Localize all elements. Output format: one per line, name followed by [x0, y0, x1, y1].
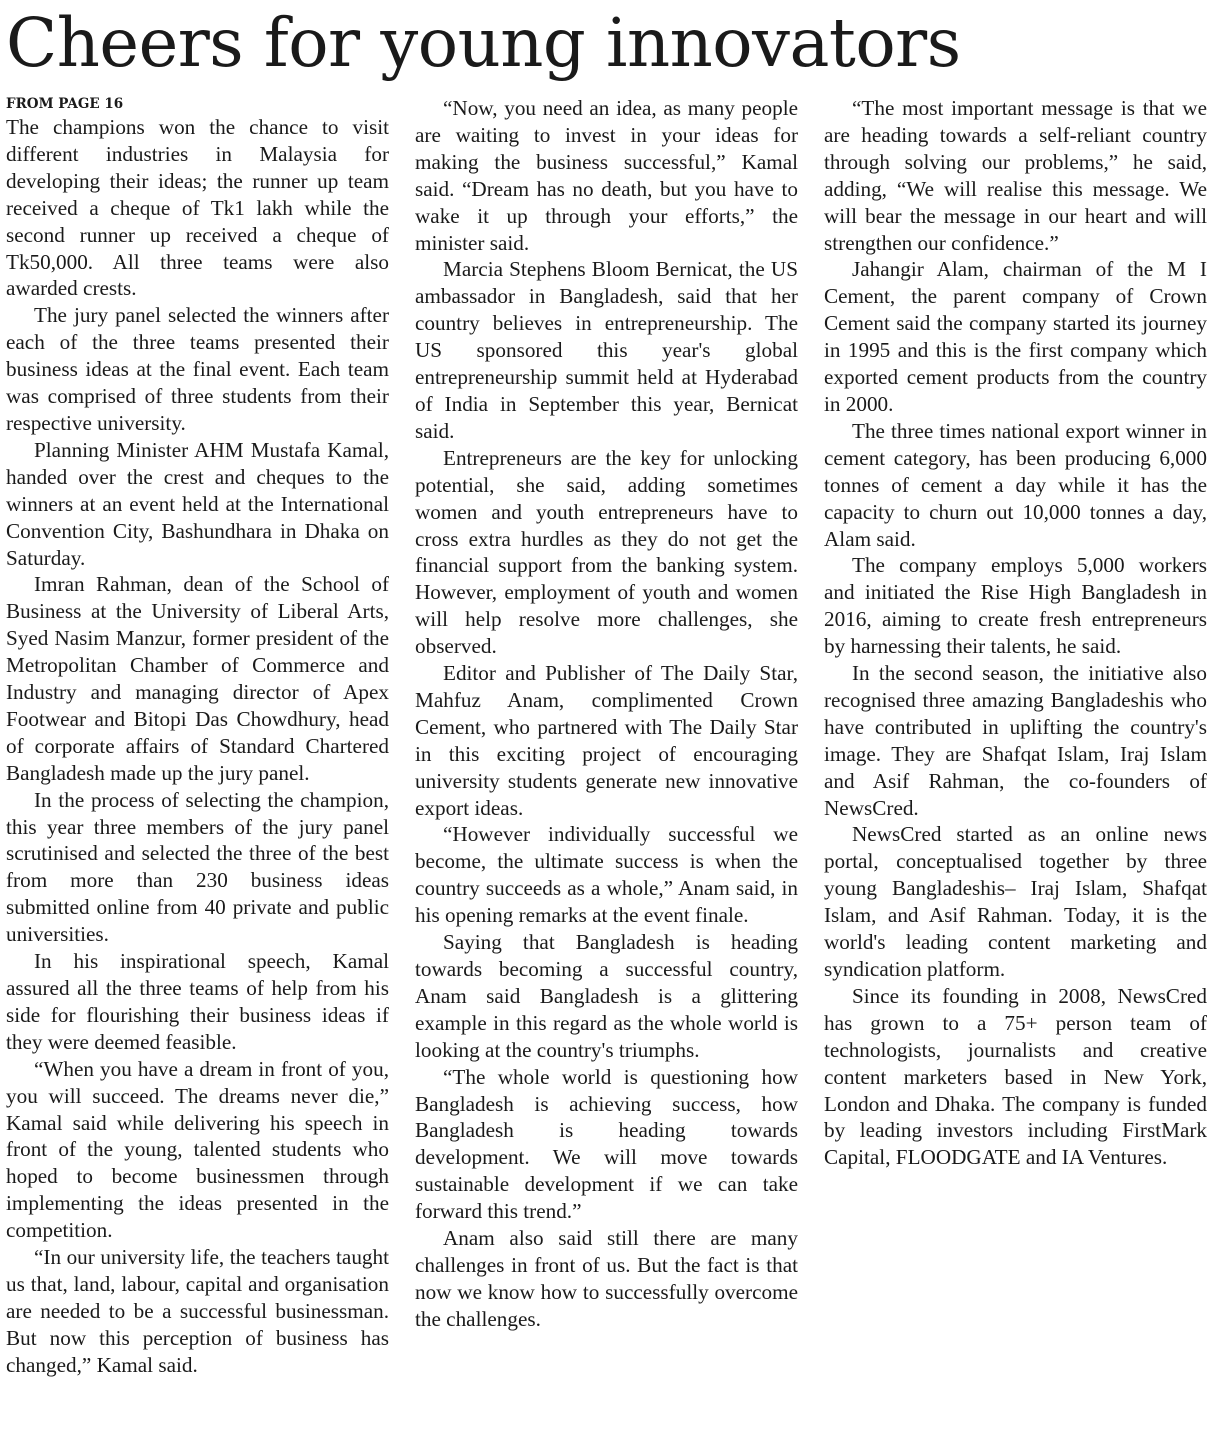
article-paragraph: Imran Rahman, dean of the School of Business at the University of Liberal Arts, Syed Nasim Manzur, former president of the Metropolitan Chamber of Commerce and Industry and managing director of Apex Footwear and Bitopi Das Chowdhury, head of corporate affairs of Standard Chartered Bangladesh made up the jury panel.	[6, 572, 389, 785]
article-paragraph: The company employs 5,000 workers and initiated the Rise High Bangladesh in 2016, aiming to create fresh entrepreneurs by harnessing their talents, he said.	[824, 553, 1207, 659]
article-paragraph: Entrepreneurs are the key for unlocking potential, she said, adding sometimes women and youth entrepreneurs have to cross extra hurdles as they do not get the financial support from the banking system. However, employment of youth and women will help resolve more challenges, she observed.	[415, 445, 798, 659]
column-2	[415, 95, 798, 1425]
article-paragraph: The three times national export winner in cement category, has been producing 6,000 tonnes of cement a day while it has the capacity to churn out 10,000 tonnes a day, Alam said.	[824, 418, 1207, 551]
article-paragraph: Marcia Stephens Bloom Bernicat, the US ambassador in Bangladesh, said that her country believes in entrepreneurship. The US sponsored this year's global entrepreneurship summit held at Hyderabad of India in September this year, Bernicat said.	[415, 257, 798, 443]
column-1	[6, 95, 389, 1425]
jump-line: FROM PAGE 16	[6, 96, 124, 112]
article-paragraph: Since its founding in 2008, NewsCred has grown to a 75+ person team of technologists, journalists and creative content marketers based in New York, London and Dhaka. The company is funded by leading investors including FirstMark Capital, FLOODGATE and IA Ventures.	[824, 983, 1207, 1170]
article-paragraph: NewsCred started as an online news portal, conceptualised together by three young Bangladeshis– Iraj Islam, Shafqat Islam, and Asif Rahman. Today, it is the world's leading content marketing and syndication platform.	[824, 822, 1207, 981]
article-paragraph: Anam also said still there are many challenges in front of us. But the fact is that now we know how to successfully overcome the challenges.	[415, 1226, 798, 1331]
article-paragraph: The jury panel selected the winners after each of the three teams presented their business ideas at the final event. Each team was comprised of three students from their respective university.	[6, 303, 389, 435]
article-paragraph: In his inspirational speech, Kamal assured all the three teams of help from his side for flourishing their business ideas if they were deemed feasible.	[6, 949, 389, 1054]
article-paragraph: “The whole world is questioning how Bangladesh is achieving success, how Bangladesh is heading towards development. We will move towards sustainable development if we can take forward this trend.”	[415, 1064, 798, 1224]
article-paragraph: “In our university life, the teachers taught us that, land, labour, capital and organisation are needed to be a successful businessman. But now this perception of business has changed,” Kamal said.	[6, 1245, 389, 1377]
article-paragraph: Jahangir Alam, chairman of the M I Cement, the parent company of Crown Cement said the company started its journey in 1995 and this is the first company which exported cement products from the country in 2000.	[824, 257, 1207, 416]
article-paragraph: Planning Minister AHM Mustafa Kamal, handed over the crest and cheques to the winners at an event held at the International Convention City, Bashundhara in Dhaka on Saturday.	[6, 437, 389, 570]
article-paragraph: Saying that Bangladesh is heading towards becoming a successful country, Anam said Bangladesh is a glittering example in this regard as the whole world is looking at the country's triumphs.	[415, 930, 798, 1062]
article-paragraph: “The most important message is that we are heading towards a self-reliant country through solving our problems,” he said, adding, “We will realise this message. We will bear the message in our heart and will strengthen our confidence.”	[824, 96, 1207, 255]
article-paragraph: In the process of selecting the champion, this year three members of the jury panel scrutinised and selected the three of the best from more than 230 business ideas submitted online from 40 private and public universities.	[6, 787, 389, 947]
article-paragraph: Editor and Publisher of The Daily Star, Mahfuz Anam, complimented Crown Cement, who partnered with The Daily Star in this exciting project of encouraging university students generate new innovative export ideas.	[415, 661, 798, 820]
article-paragraph: “Now, you need an idea, as many people are waiting to invest in your ideas for making the business successful,” Kamal said. “Dream has no death, but you have to wake it up through your efforts,” the minister said.	[415, 96, 798, 255]
headline: Cheers for young innovators	[6, 4, 961, 82]
article-paragraph: In the second season, the initiative also recognised three amazing Bangladeshis who have contributed in uplifting the country's image. They are Shafqat Islam, Iraj Islam and Asif Rahman, the co-founders of NewsCred.	[824, 661, 1207, 820]
column-3	[824, 95, 1207, 1425]
article-paragraph: “When you have a dream in front of you, you will succeed. The dreams never die,” Kamal said while delivering his speech in front of the young, talented students who hoped to become businessmen through implementing the ideas presented in the competition.	[6, 1056, 389, 1243]
article-paragraph: The champions won the chance to visit different industries in Malaysia for developing their ideas; the runner up team received a cheque of Tk1 lakh while the second runner up received a cheque of Tk50,000. All three teams were also awarded crests.	[6, 115, 389, 301]
article-paragraph: “However individually successful we become, the ultimate success is when the country succeeds as a whole,” Anam said, in his opening remarks at the event finale.	[415, 822, 798, 928]
